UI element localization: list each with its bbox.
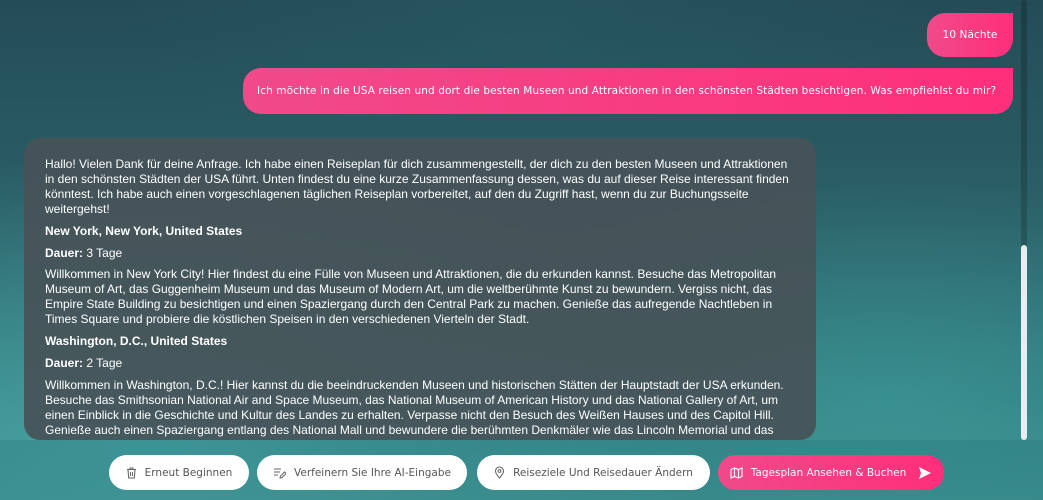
destination-title: New York, New York, United States <box>45 223 243 238</box>
trash-icon <box>126 467 137 479</box>
scrollbar-thumb[interactable] <box>1021 245 1027 440</box>
assistant-intro: Hallo! Vielen Dank für deine Anfrage. Ich habe einen Reiseplan für dich zusammengestellt, der dich zu den besten Museen und Attraktionen in den schönsten Städten der USA führt. Unten findest du eine kurze Zusammenfassung dessen, was du auf dieser Reise interessant finden könntest. Ich habe auch einen vorgeschlagenen täglichen Reiseplan vorbereitet, auf den du Zugriff hast, wenn du zur Buchungsseite weitergehst! <box>45 157 789 216</box>
assistant-message <box>24 138 816 440</box>
destination-description: Willkommen in New York City! Hier findest du eine Fülle von Museen und Attraktionen, die du erkunden kannst. Besuche das Metropolitan Museum of Art, das Guggenheim Museum und das Museum of Modern Art, um die weltberühmte Kunst zu bewundern. Vergiss nicht, das Empire State Building zu besichtigen und einen Spaziergang durch den Central Park zu machen. Genieße das aufregende Nachtleben in Times Square und probiere die köstlichen Speisen in den verschiedenen Vierteln der Stadt. <box>45 267 777 327</box>
edit-lines-icon <box>273 467 286 479</box>
send-arrow-icon <box>918 466 932 480</box>
change-label: Reiseziele Und Reisedauer Ändern <box>513 466 693 479</box>
refine-ai-input-button[interactable] <box>257 455 467 490</box>
user-message-request <box>243 68 1013 114</box>
book-label: Tagesplan Ansehen & Buchen <box>750 466 907 479</box>
restart-button[interactable] <box>109 455 249 490</box>
destination-title: Washington, D.C., United States <box>45 334 228 349</box>
destination-description: Willkommen in Washington, D.C.! Hier kannst du die beeindruckenden Museen und historischen Stätten der Hauptstadt der USA erkunden. Besuche das Smithsonian National Air and Space Museum, das National Museum of American History und das National Gallery of Art, um einen Einblick in die Geschichte und Kultur des Landes zu erhalten. Verpasse nicht den Besuch des Weißen Hauses und des Capitol Hill. Genieße auch einen Spaziergang entlang des National Mall und bewundere die berühmten Denkmäler wie das Lincoln Memorial und das <box>45 377 784 437</box>
restart-label: Erneut Beginnen <box>144 466 233 479</box>
destination-duration: Dauer: 2 Tage <box>45 355 123 370</box>
map-icon <box>730 467 743 479</box>
user-message-nights <box>927 13 1013 57</box>
change-destinations-button[interactable] <box>477 455 710 490</box>
user-message-text: 10 Nächte <box>942 29 998 41</box>
pin-icon <box>494 466 505 479</box>
view-and-book-button[interactable] <box>718 455 944 490</box>
destination-duration: Dauer: 3 Tage <box>45 245 123 260</box>
user-message-text: Ich möchte in die USA reisen und dort die besten Museen und Attraktionen in den schönsten Städten besichtigen. Was empfiehlst du mir? <box>257 85 997 97</box>
refine-label: Verfeinern Sie Ihre AI-Eingabe <box>294 466 451 479</box>
